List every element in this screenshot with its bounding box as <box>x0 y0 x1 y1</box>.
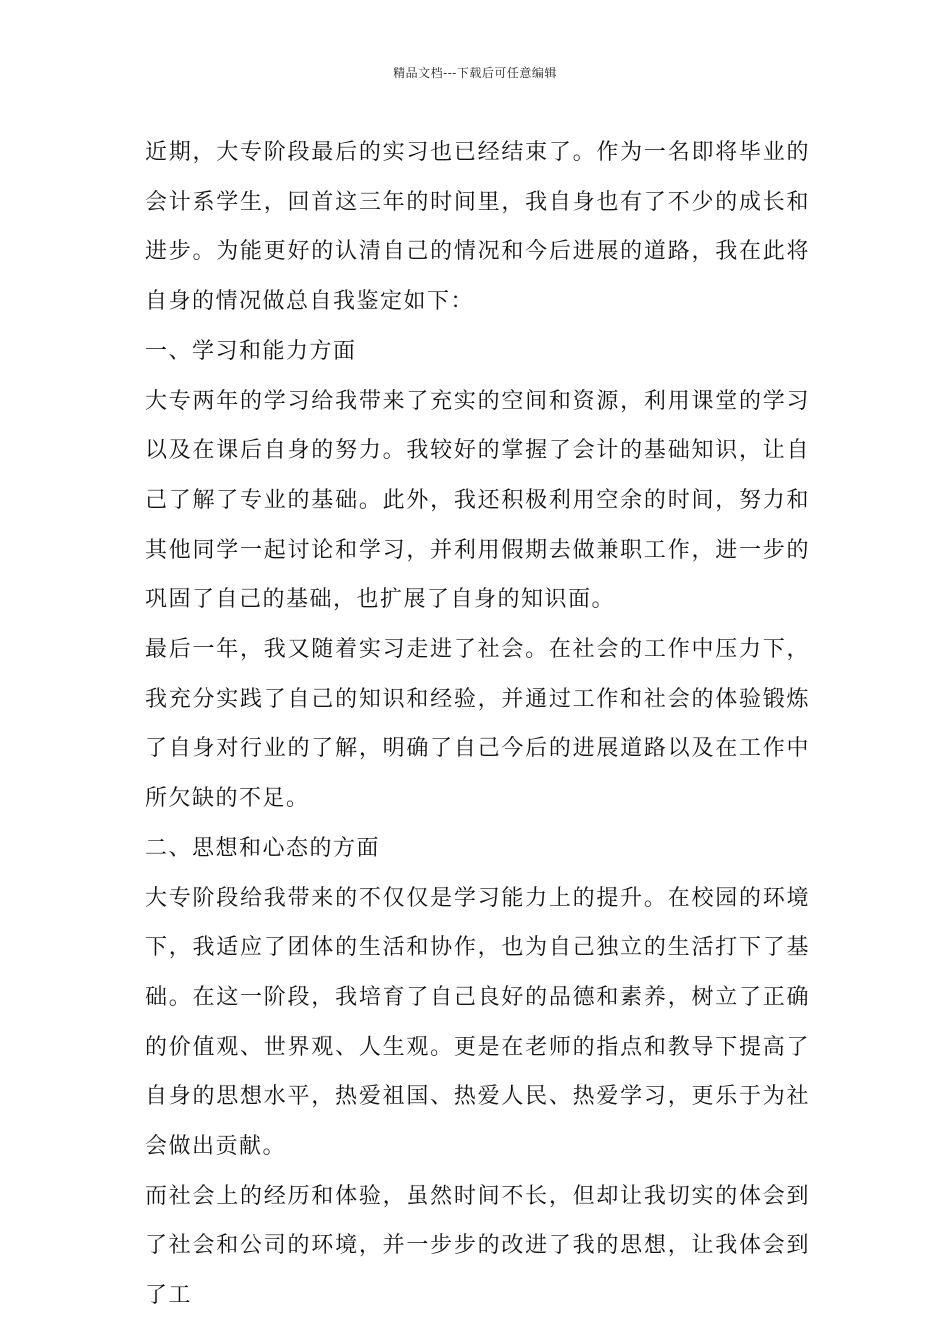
intro-paragraph: 近期，大专阶段最后的实习也已经结束了。作为一名即将毕业的会计系学生，回首这三年的时间里，我自身也有了不少的成长和进步。为能更好的认清自己的情况和今后进展的道路，我在此将自身的情况做总自我鉴定如下： <box>145 140 810 315</box>
section-1-paragraph-2: 最后一年，我又随着实习走进了社会。在社会的工作中压力下，我充分实践了自己的知识和经验，并通过工作和社会的体验锻炼了自身对行业的了解，明确了自己今后的进展道路以及在工作中所欠缺的不足。 <box>145 637 810 812</box>
section-1-heading: 一、学习和能力方面 <box>145 338 357 364</box>
page-header: 精品文档---下载后可任意编辑 <box>393 66 557 80</box>
section-2-paragraph-1: 大专阶段给我带来的不仅仅是学习能力上的提升。在校园的环境下，我适应了团体的生活和协作，也为自己独立的生活打下了基础。在这一阶段，我培育了自己良好的品德和素养，树立了正确的价值观、世界观、人生观。更是在老师的指点和教导下提高了自身的思想水平，热爱祖国、热爱人民、热爱学习，更乐于为社会做出贡献。 <box>145 885 810 1160</box>
section-1-paragraph-1: 大专两年的学习给我带来了充实的空间和资源，利用课堂的学习以及在课后自身的努力。我较好的掌握了会计的基础知识，让自己了解了专业的基础。此外，我还积极利用空余的时间，努力和其他同学一起讨论和学习，并利用假期去做兼职工作，进一步的巩固了自己的基础，也扩展了自身的知识面。 <box>145 388 810 613</box>
section-2-heading: 二、思想和心态的方面 <box>145 835 381 861</box>
document-body <box>145 128 810 1321</box>
section-2-paragraph-2: 而社会上的经历和体验，虽然时间不长，但却让我切实的体会到了社会和公司的环境，并一步步的改进了我的思想，让我体会到了工 <box>145 1183 810 1309</box>
